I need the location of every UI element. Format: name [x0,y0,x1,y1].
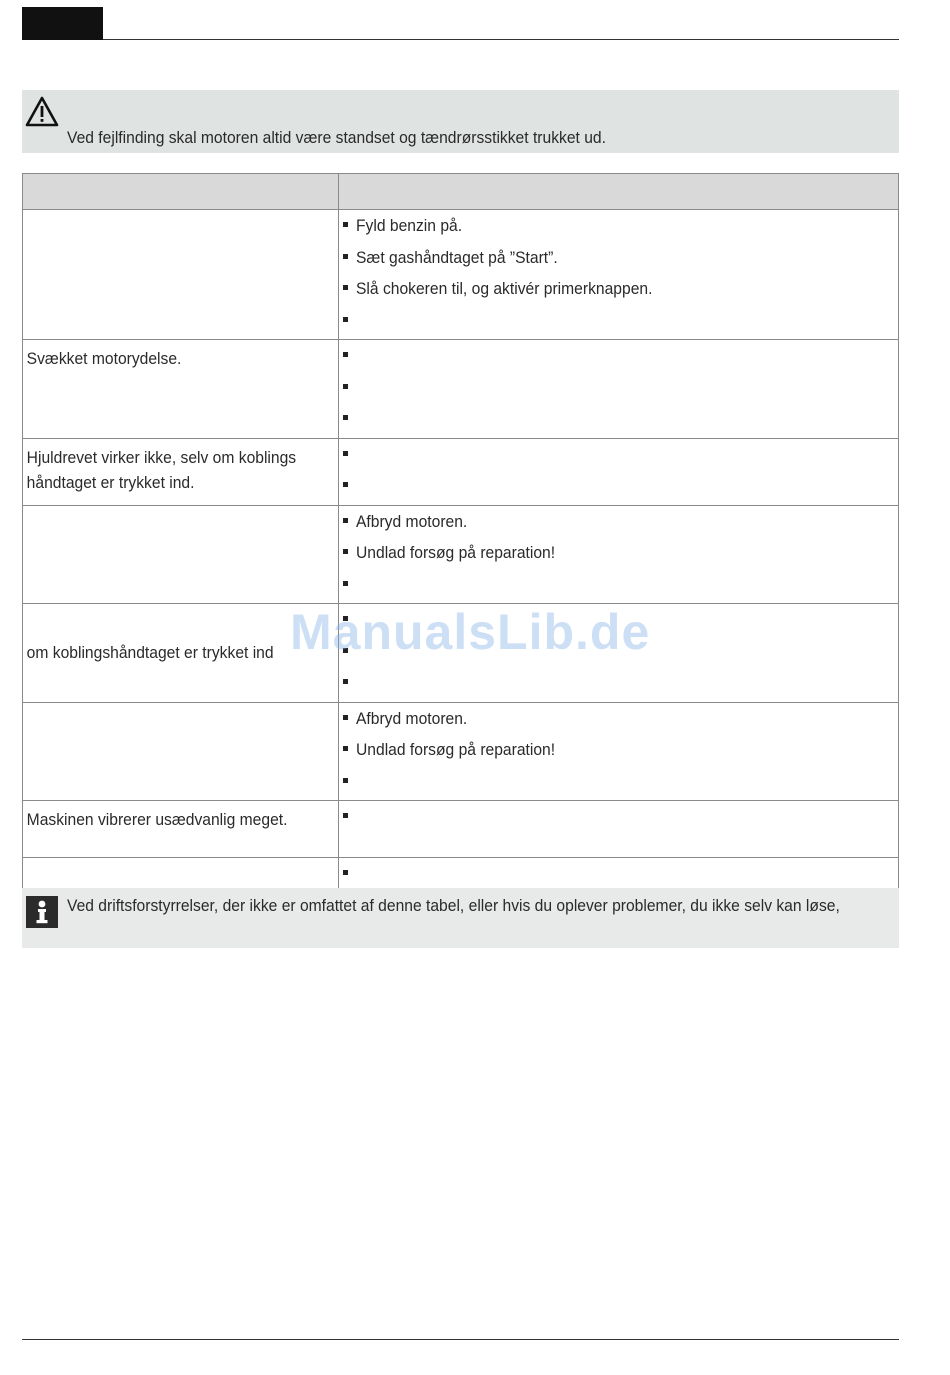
bullet-icon [343,549,348,554]
remedy-cell [339,210,899,340]
remedy-item [343,308,898,340]
remedy-cell [339,505,899,604]
problem-cell [23,210,339,340]
problem-cell: Svækket motorydelse. [23,340,339,439]
remedy-item: Slå chokeren til, og aktivér primerknappen. [343,276,898,308]
footer-rule [22,1339,899,1340]
remedy-item: Undlad forsøg på reparation! [343,737,898,769]
watermark: ManualsLib.de [290,604,651,660]
warning-box [22,90,899,153]
remedy-item [343,670,898,702]
header-problem [23,174,339,210]
bullet-icon [343,581,348,586]
header-rule [103,39,899,40]
table-row [23,505,899,604]
info-icon [26,896,58,928]
remedy-item: Undlad forsøg på reparation! [343,540,898,572]
bullet-icon [343,415,348,420]
header-black-block [22,7,103,40]
table-row [23,438,899,505]
bullet-icon [343,222,348,227]
problem-cell: Maskinen vibrerer usædvanlig meget. [23,801,339,858]
table-row [23,801,899,858]
bullet-icon [343,679,348,684]
remedy-item [343,804,898,836]
bullet-icon [343,482,348,487]
remedy-item [343,343,898,375]
header-remedy [339,174,899,210]
info-text: Ved driftsforstyrrelser, der ikke er omfattet af denne tabel, eller hvis du oplever problemer, du ikke selv kan løse, [67,896,840,915]
table-row [23,702,899,801]
bullet-icon [343,778,348,783]
troubleshooting-table [22,173,899,925]
bullet-icon [343,746,348,751]
table-header-row [23,174,899,210]
warning-text: Ved fejlfinding skal motoren altid være standset og tændrørsstikket trukket ud. [67,128,606,147]
remedy-item [343,375,898,407]
remedy-cell [339,702,899,801]
remedy-item: Afbryd motoren. [343,706,898,738]
bullet-icon [343,870,348,875]
bullet-icon [343,813,348,818]
remedy-item [343,406,898,438]
remedy-item [343,572,898,604]
remedy-item [343,769,898,801]
problem-cell: Hjuldrevet virker ikke, selv om koblings håndtaget er trykket ind. [23,438,339,505]
info-box [22,888,899,948]
bullet-icon [343,451,348,456]
problem-cell: om koblingshåndtaget er trykket ind [23,604,339,703]
bullet-icon [343,254,348,259]
remedy-cell [339,340,899,439]
remedy-item [343,473,898,505]
remedy-item: Fyld benzin på. [343,213,898,245]
remedy-cell [339,438,899,505]
bullet-icon [343,285,348,290]
remedy-cell [339,801,899,858]
remedy-item [343,442,898,474]
bullet-icon [343,518,348,523]
warning-triangle-icon [25,96,59,127]
remedy-item: Afbryd motoren. [343,509,898,541]
bullet-icon [343,317,348,322]
problem-cell [23,505,339,604]
table-row [23,340,899,439]
bullet-icon [343,352,348,357]
problem-cell [23,702,339,801]
remedy-item: Sæt gashåndtaget på ”Start”. [343,245,898,277]
table-row [23,210,899,340]
bullet-icon [343,715,348,720]
bullet-icon [343,384,348,389]
